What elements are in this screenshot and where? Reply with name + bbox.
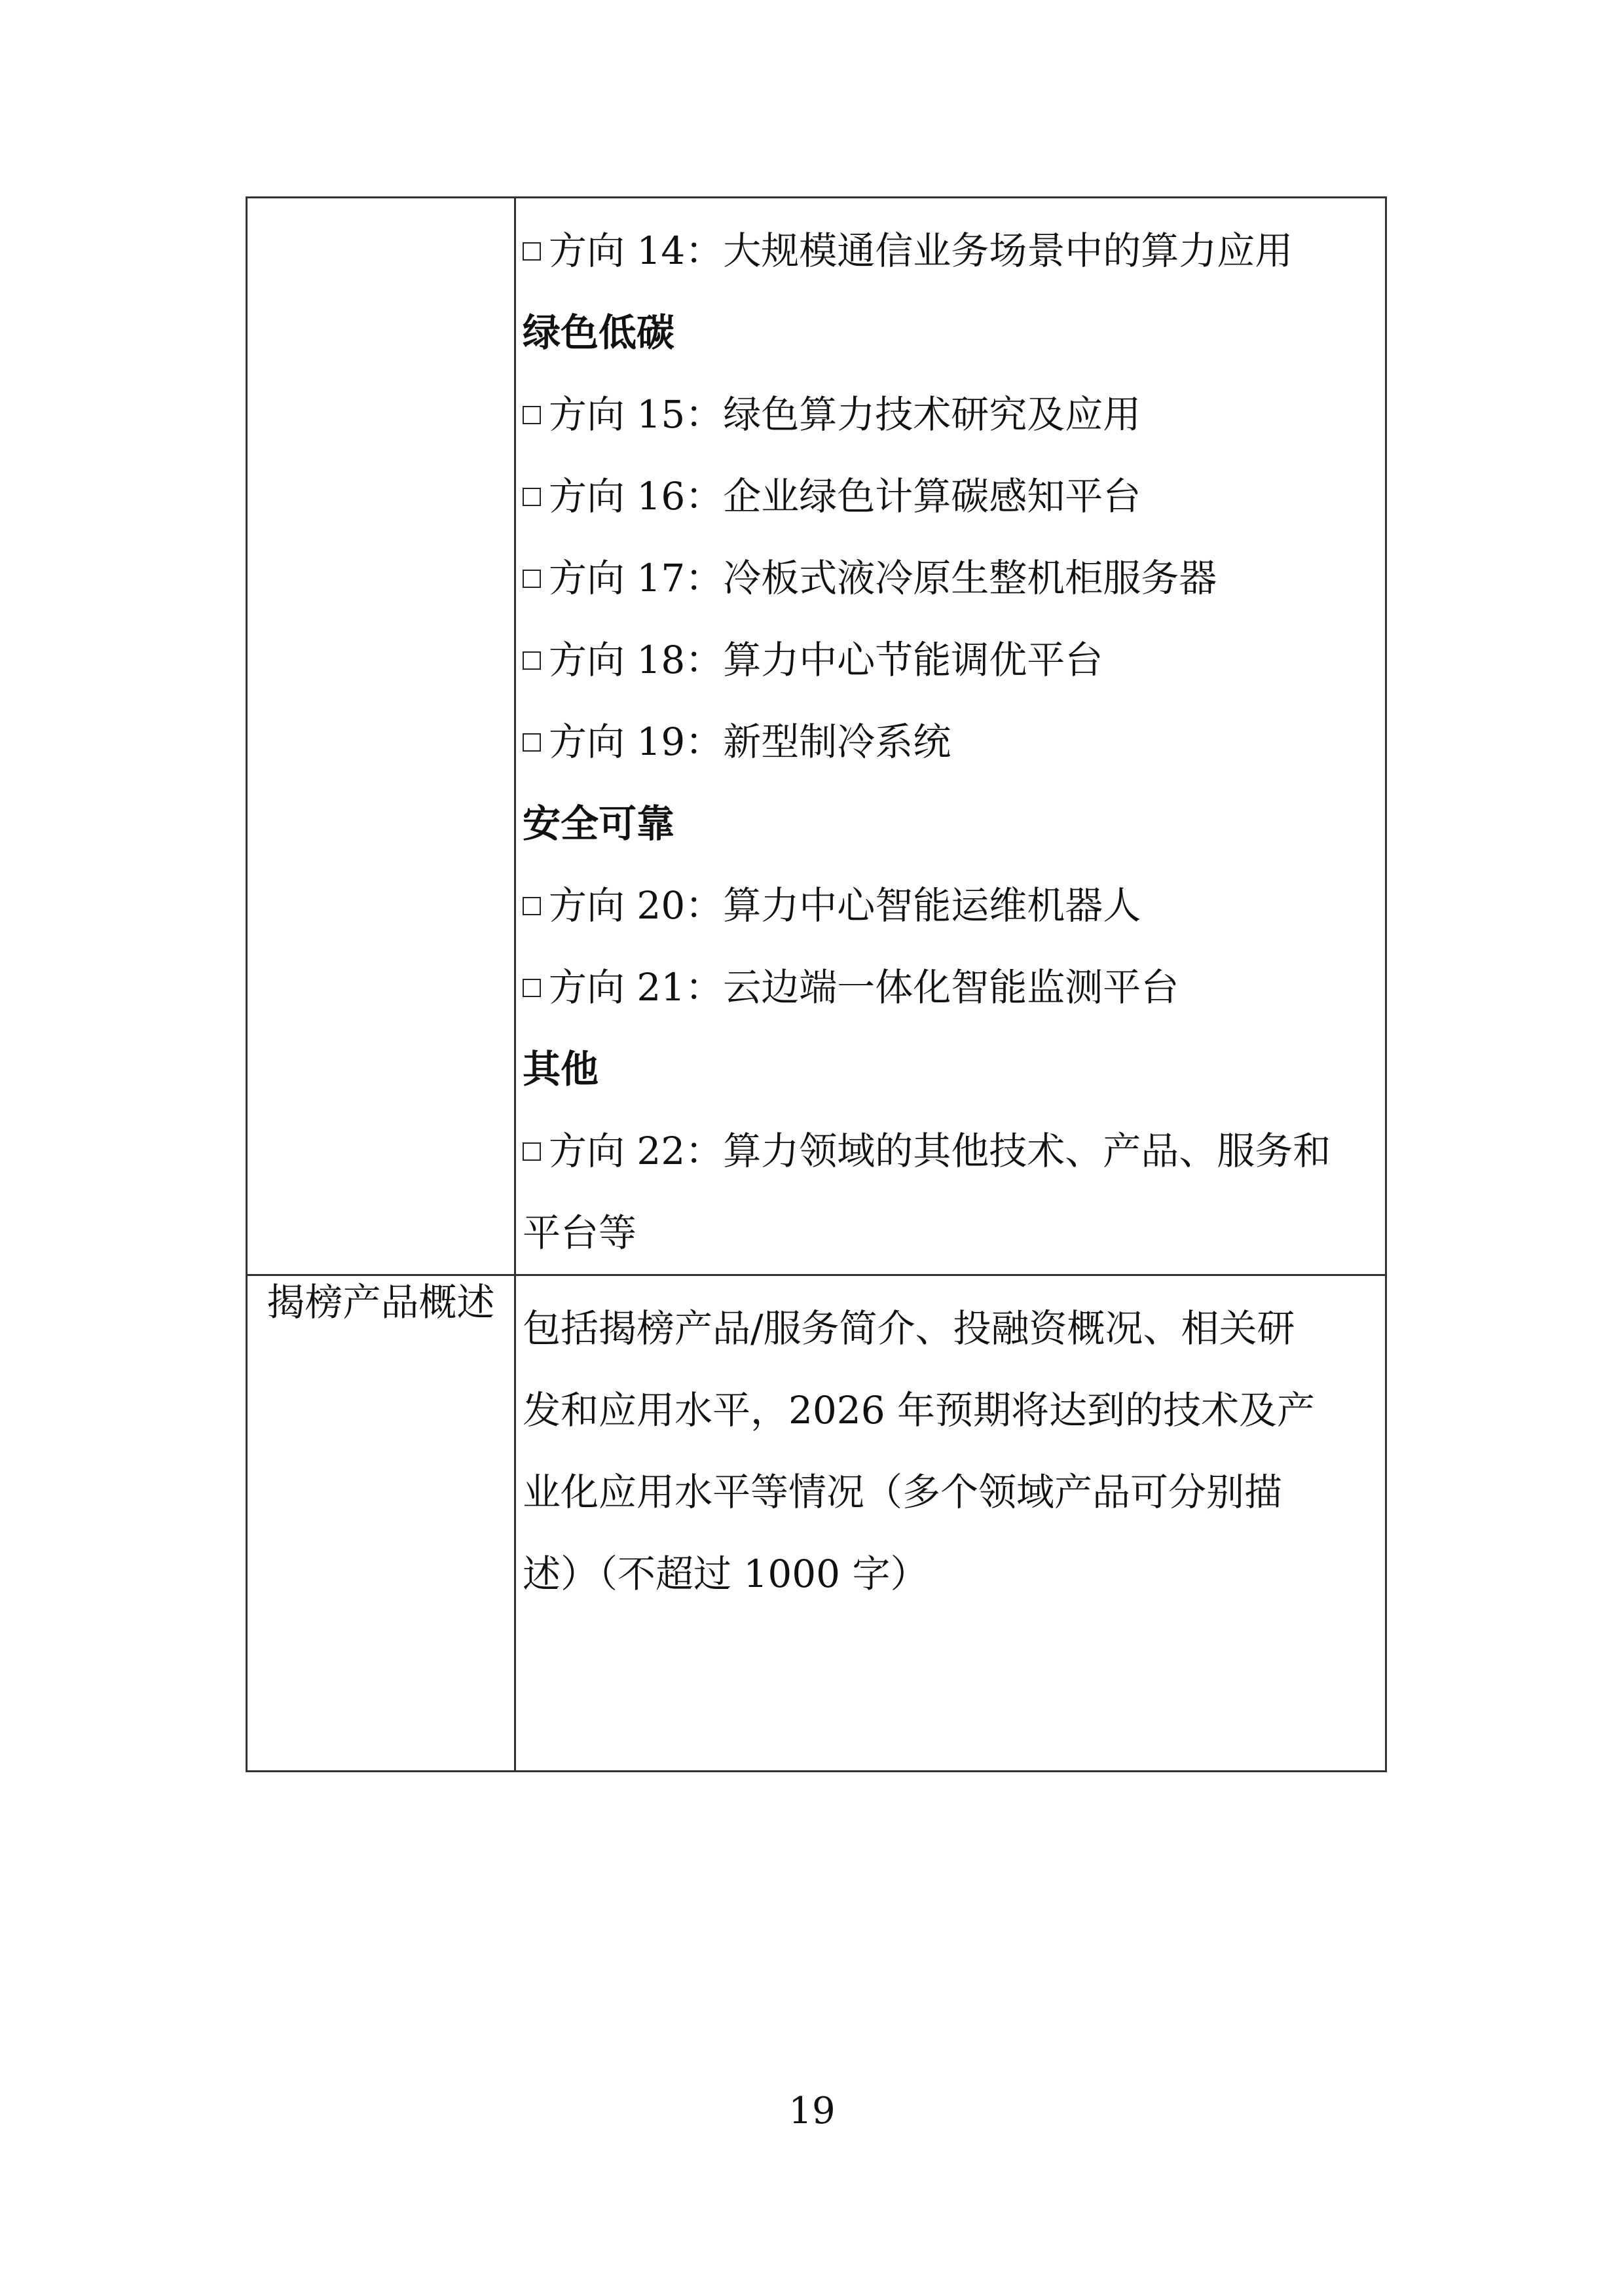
checkbox-icon[interactable] <box>523 651 541 670</box>
option-direction-21[interactable]: 方向 21：云边端一体化智能监测平台 <box>523 947 1385 1029</box>
application-form-table <box>246 196 1387 1772</box>
checkbox-icon[interactable] <box>523 733 541 752</box>
checkbox-icon[interactable] <box>523 570 541 588</box>
option-direction-15[interactable]: 方向 15：绿色算力技术研究及应用 <box>523 374 1385 456</box>
option-direction-17[interactable]: 方向 17：冷板式液冷原生整机柜服务器 <box>523 538 1385 619</box>
product-overview-label: 揭榜产品概述 <box>267 1280 495 1324</box>
category-heading-safe-reliable: 安全可靠 <box>523 801 675 846</box>
row-label-cell <box>247 1275 515 1772</box>
table-row-product-overview <box>247 1275 1386 1772</box>
checkbox-icon[interactable] <box>523 488 541 506</box>
option-direction-22-continuation: 平台等 <box>523 1211 637 1255</box>
option-direction-20[interactable]: 方向 20：算力中心智能运维机器人 <box>523 865 1385 947</box>
row-label-cell-empty <box>247 198 515 1275</box>
checkbox-icon[interactable] <box>523 897 541 915</box>
overview-instruction-line: 包括揭榜产品/服务简介、投融资概况、相关研 <box>523 1306 1295 1351</box>
option-direction-19[interactable]: 方向 19：新型制冷系统 <box>523 701 1385 783</box>
checkbox-icon[interactable] <box>523 1142 541 1161</box>
category-heading-green-low-carbon: 绿色低碳 <box>523 310 675 355</box>
option-direction-16[interactable]: 方向 16：企业绿色计算碳感知平台 <box>523 456 1385 538</box>
option-direction-18[interactable]: 方向 18：算力中心节能调优平台 <box>523 619 1385 701</box>
overview-instruction-line: 业化应用水平等情况（多个领域产品可分别描 <box>523 1470 1283 1514</box>
category-heading-other: 其他 <box>523 1047 599 1091</box>
product-overview-cell[interactable] <box>515 1275 1386 1772</box>
page-number: 19 <box>788 2090 836 2132</box>
checkbox-icon[interactable] <box>523 406 541 424</box>
checkbox-icon[interactable] <box>523 979 541 997</box>
overview-instruction-line: 发和应用水平，2026 年预期将达到的技术及产 <box>523 1388 1316 1432</box>
table-row-directions <box>247 198 1386 1275</box>
checkbox-icon[interactable] <box>523 242 541 261</box>
overview-instruction-line: 述）（不超过 1000 字） <box>523 1552 929 1596</box>
option-direction-22[interactable]: 方向 22：算力领域的其他技术、产品、服务和 <box>523 1110 1385 1192</box>
option-direction-14[interactable]: 方向 14：大规模通信业务场景中的算力应用 <box>523 210 1385 292</box>
directions-cell <box>515 198 1386 1275</box>
